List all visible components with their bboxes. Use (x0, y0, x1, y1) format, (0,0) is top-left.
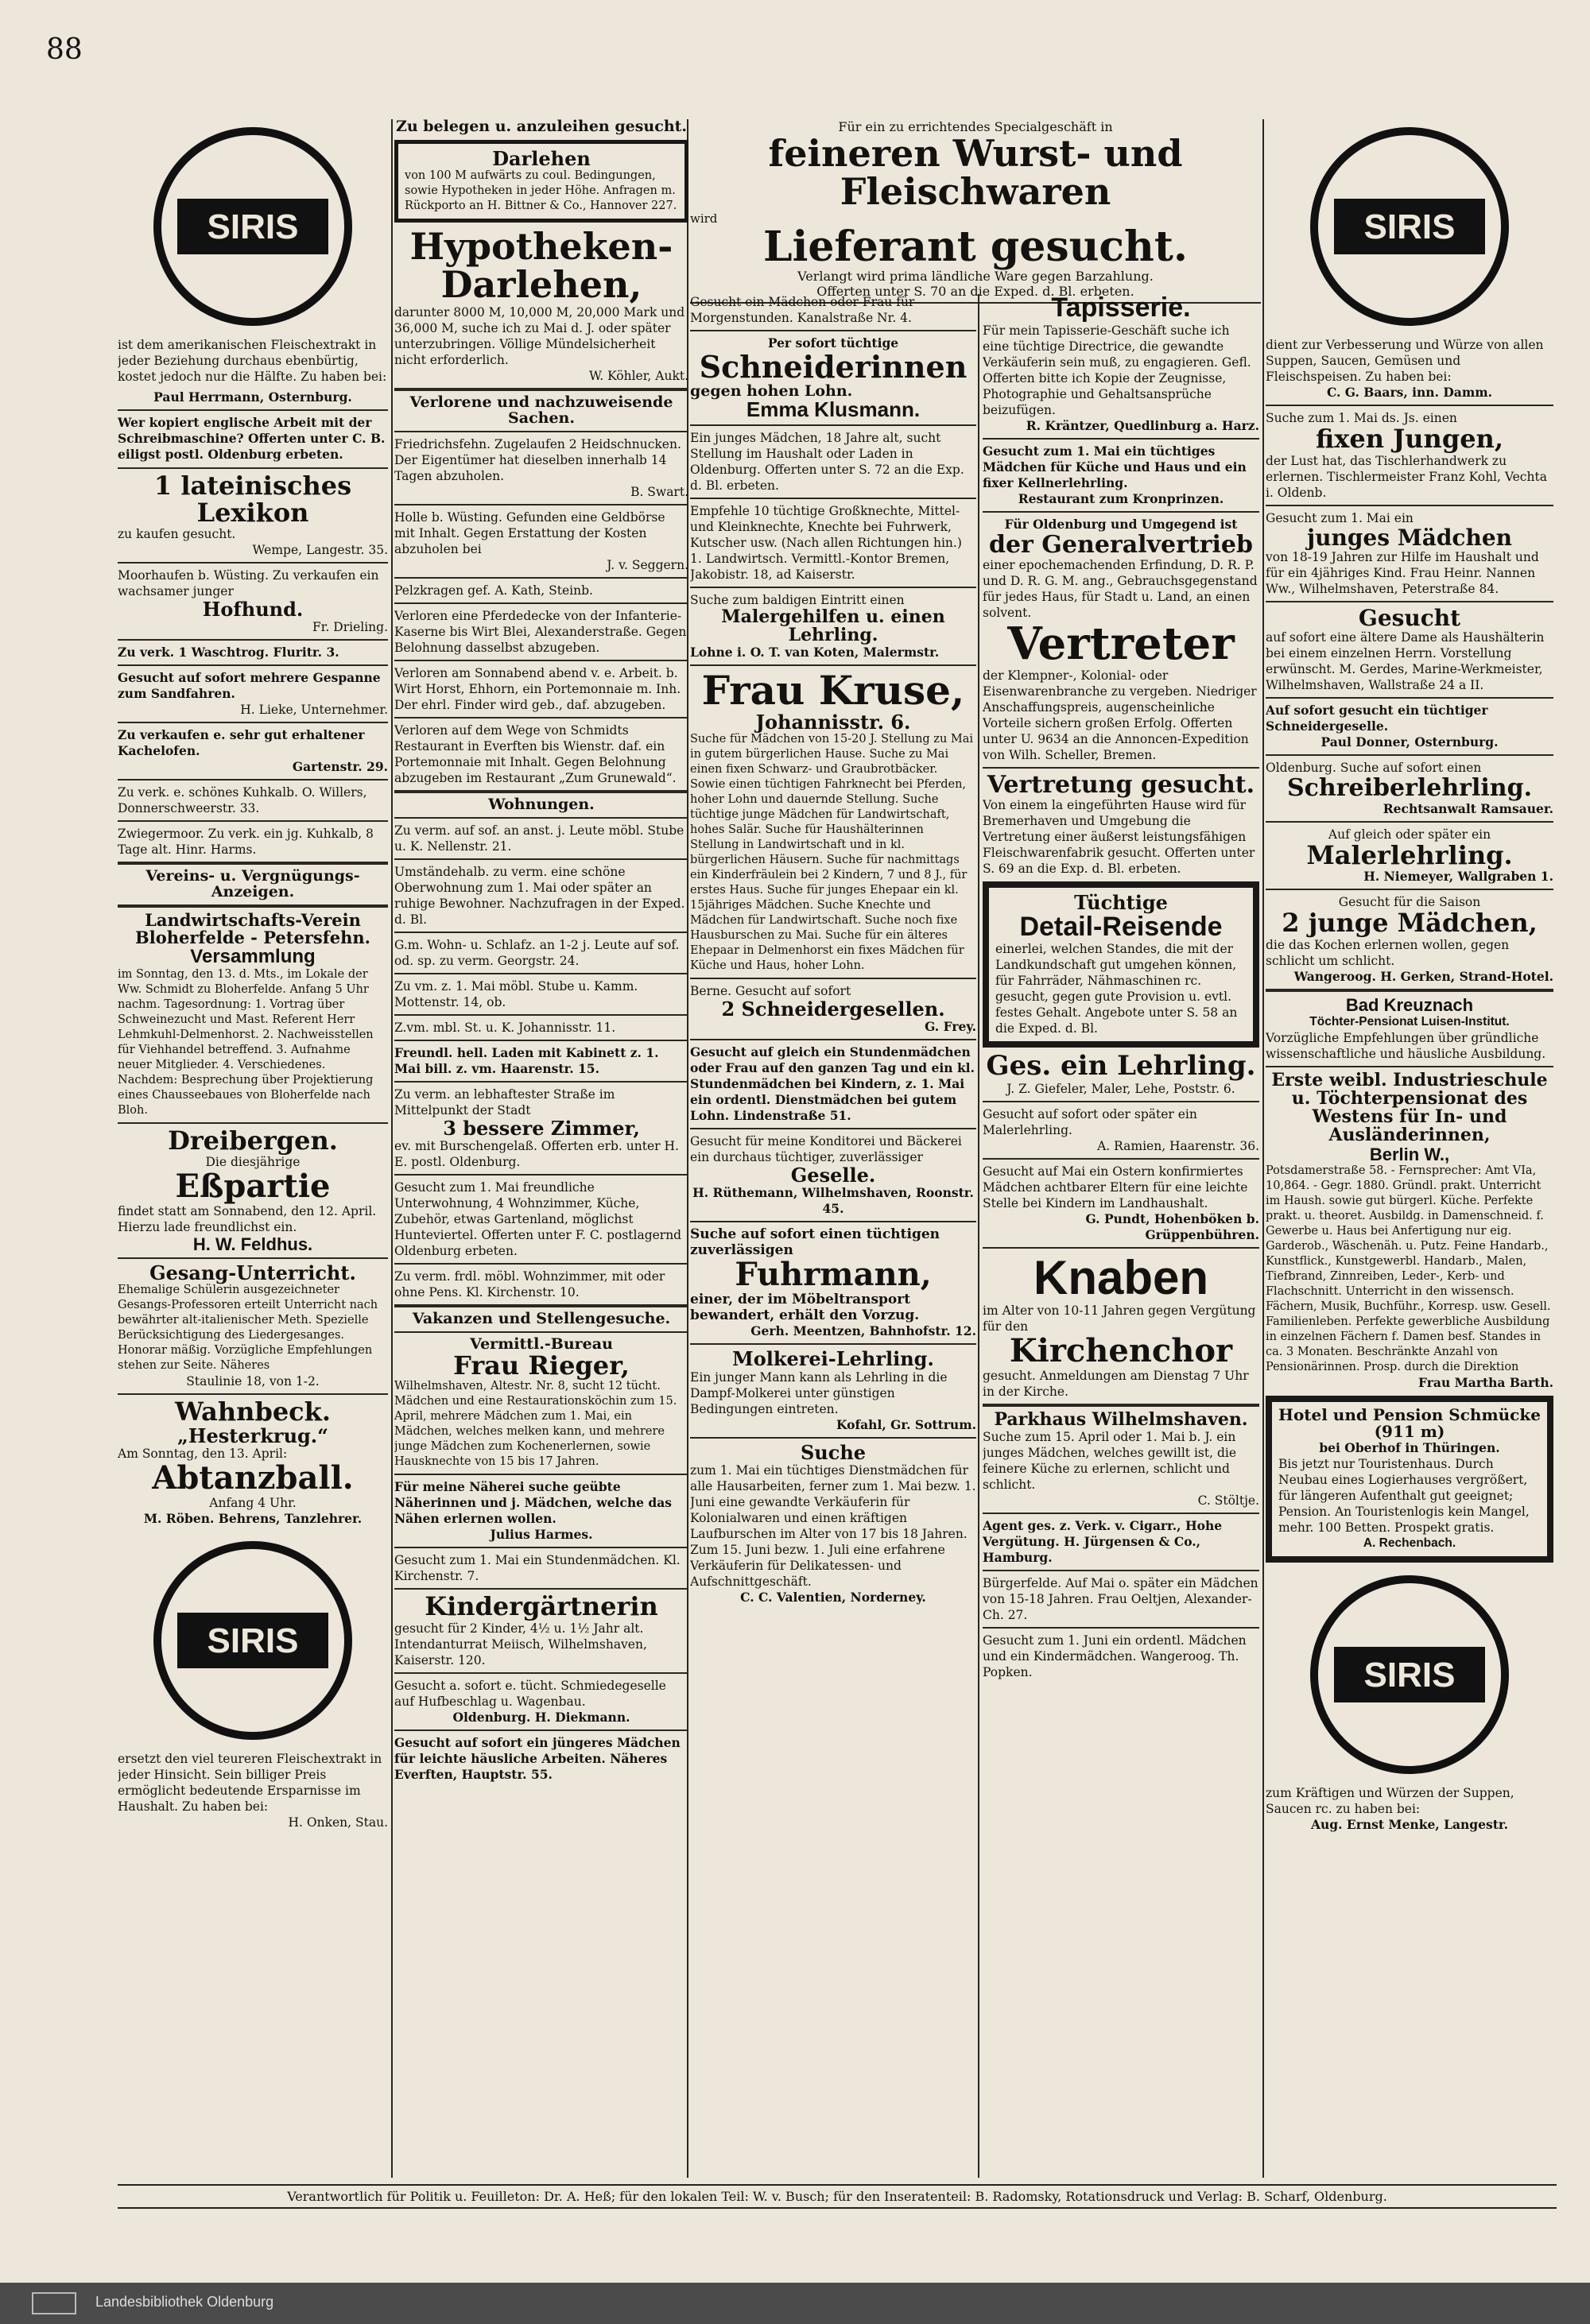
ad-text: gesucht für 2 Kinder, 4½ u. 1½ Jahr alt. Intendanturrat Meiisch, Wilhelmshaven, Kaiserstr. 120. (394, 1621, 647, 1667)
column-rule (1262, 119, 1264, 2178)
ad-text: Die diesjährige (205, 1155, 301, 1170)
ad-signature: J. Z. Giefeler, Maler, Lehe, Poststr. 6. (1006, 1082, 1235, 1097)
ad-headline: Erste weibl. Industrieschule u. Töchterpensionat des Westens für In- und Ausländerinnen, (1271, 1070, 1548, 1146)
ad-text: Z.vm. mbl. St. u. K. Johannisstr. 11. (394, 1020, 616, 1035)
ad-headline: 1 lateinisches Lexikon (153, 471, 352, 528)
ad-headline: junges Mädchen (1306, 524, 1513, 551)
ad-text: der Klempner-, Kolonial- oder Eisenwarenbranche zu vergeben. Niedriger Anschaffungspreis, augenscheinliche Vorteile sichern großen Erfolg. Offerten unter U. 9634 an die Annoncen-Expedition von Wilh. Scheller, Bremen. (983, 668, 1257, 762)
ad-headline: Vertretung gesucht. (987, 770, 1255, 799)
ad-text: findet statt am Sonnabend, den 12. April. Hierzu lade freundlichst ein. (118, 1204, 377, 1235)
ad-text: Gesucht für die Saison (1338, 895, 1481, 910)
ad-signature: C. G. Baars, inn. Damm. (1326, 385, 1493, 400)
siris-logo (145, 119, 360, 334)
ad-line: Für ein zu errichtendes Specialgeschäft in (838, 119, 1113, 134)
ad-text: auf sofort eine ältere Dame als Haushälterin bei einem einzelnen Herrn. Vorstellung erwünscht. M. Gerdes, Marine-Werkmeister, Wilhelmshaven, Wallstraße 24 a II. (1266, 630, 1545, 693)
svg-text:SIRIS: SIRIS (207, 207, 299, 246)
section-heading: Verlorene und nachzuweisende Sachen. (409, 393, 673, 427)
ad-signature: G. Frey. (925, 1019, 976, 1035)
ad-text: Auf gleich oder später ein (1328, 827, 1491, 842)
ad-headline: Kindergärtnerin (425, 1591, 658, 1622)
column-3 (690, 294, 976, 2174)
ad-text: Zu verm. an lebhaftester Straße im Mittelpunkt der Stadt (394, 1086, 615, 1117)
ad-headline: Kirchenchor (1009, 1332, 1233, 1370)
column-2 (394, 119, 688, 2174)
ad-headline: Tapisserie. (1051, 294, 1191, 323)
siris-logo (1302, 119, 1517, 334)
ad-headline: Landwirtschafts-Verein Bloherfelde - Petersfehn. (135, 910, 370, 948)
ad-headline: Wahnbeck. (175, 1396, 331, 1427)
svg-text:SIRIS: SIRIS (1363, 1655, 1456, 1695)
ad-headline: Vertreter (1007, 618, 1235, 671)
ad-text: Zu verm. frdl. möbl. Wohnzimmer, mit oder ohne Pens. Kl. Kirchenstr. 10. (394, 1269, 665, 1300)
ad-headline: Molkerei-Lehrling. (732, 1347, 934, 1371)
ad-signature: Oldenburg. H. Diekmann. (452, 1709, 630, 1725)
ad-text: Gesucht a. sofort e. tücht. Schmiedegeselle auf Hufbeschlag u. Wagenbau. (394, 1678, 666, 1709)
ad-signature: M. Röben. Behrens, Tanzlehrer. (143, 1511, 363, 1527)
ad-signature: H. W. Feldhus. (192, 1234, 313, 1255)
ad-signature: Fr. Drieling. (312, 620, 388, 635)
ad-headline: Suche (800, 1440, 867, 1464)
ad-headline: der Generalvertrieb (988, 530, 1253, 559)
ad-signature: G. Pundt, Hohenböken b. Grüppenbühren. (1085, 1211, 1259, 1243)
ad-text: Von einem la eingeführten Hause wird für Bremerhaven und Umgebung die Vertretung einer äußerst leistungsfähigen Fleischwarenfabrik gesucht. Offerten unter S. 69 an die Exp. d. Bl. erbeten. (983, 798, 1255, 877)
ad-signature: Paul Herrmann, Osternburg. (153, 389, 352, 405)
ad-headline: Malergehilfen u. einen Lehrling. (721, 606, 945, 646)
ad-text: zu kaufen gesucht. (118, 527, 236, 542)
column-rule (978, 294, 979, 2178)
ad-headline: Berlin W., (1369, 1144, 1450, 1164)
ad-text: ersetzt den viel teureren Fleischextrakt in jeder Hinsicht. Sein billiger Preis ermöglicht bedeutende Ersparnisse im Haushalt. Zu haben bei: (118, 1752, 382, 1815)
ad-headline: Detail-Reisende (1019, 911, 1223, 942)
ad-text: Bis jetzt nur Touristenhaus. Durch Neubau eines Logierhauses vergrößert, für längeren Aufenthalt gut geeignet; Pension. An Touristenlogis kein Mangel, mehr. 100 Betten. Prospekt gratis. (1278, 1456, 1530, 1535)
ad-headline: Dreibergen. (168, 1125, 338, 1156)
ad-text: Suche zum 15. April oder 1. Mai b. J. ein junges Mädchen, welches gewillt ist, die feinere Küche zu erlernen, schlicht und schlicht. (983, 1430, 1237, 1493)
ad-text: Suche zum baldigen Eintritt einen (690, 593, 905, 608)
column-4 (983, 294, 1259, 2174)
ad-headline: Parkhaus Wilhelmshaven. (994, 1409, 1248, 1431)
ad-text: Für mein Tapisserie-Geschäft suche ich eine tüchtige Directrice, die gewandte Verkäuferin sein muß, zu engagieren. Gefl. Offerten bitte ich Kopie der Zeugnisse, Photographie und Gehaltsansprüche beizufügen. (983, 323, 1251, 417)
ad-headline: 2 junge Mädchen, (1282, 908, 1538, 939)
ad-line: Offerten unter S. 70 an die Exped. d. Bl. erbeten. (816, 284, 1134, 300)
section-heading: Wohnungen. (488, 795, 595, 813)
ad-headline: fixen Jungen, (1316, 424, 1503, 454)
ad-text: Gesucht auf sofort oder später ein Malerlehrling. (983, 1107, 1197, 1138)
ad-signature: Julius Harmes. (490, 1527, 593, 1543)
ad-text: Ehemalige Schülerin ausgezeichneter Gesangs-Professoren erteilt Unterricht nach bewährter alt-italienischer Meth. Spezielle Berücksichtigung des Liedergesanges. Honorar mäßig. Vorzügliche Empfehlungen stehen zur Seite. Näheres (118, 1284, 378, 1373)
ad-signature: H. Lieke, Unternehmer. (240, 703, 388, 718)
ad-text: von 100 M aufwärts zu coul. Bedingungen, sowie Hypotheken in jeder Höhe. Anfragen m. Rückporto an H. Bittner & Co., Hannover 227. (405, 169, 677, 213)
ad-headline: Darlehen (492, 146, 591, 170)
ad-signature: Aug. Ernst Menke, Langestr. (1310, 1816, 1509, 1832)
ad-signature: H. Rüthemann, Wilhelmshaven, Roonstr. 45. (692, 1185, 974, 1217)
ad-text: Pelzkragen gef. A. Kath, Steinb. (394, 583, 593, 598)
ad-headline: Malerlehrling. (1306, 839, 1513, 870)
ad-headline: Hypotheken-Darlehen, (409, 225, 673, 307)
ad-text: G.m. Wohn- u. Schlafz. an 1-2 j. Leute auf sof. od. sp. zu verm. Georgstr. 24. (394, 937, 680, 968)
siris-logo (145, 1533, 360, 1748)
ad-text: Berne. Gesucht auf sofort (690, 984, 851, 999)
ad-signature: J. v. Seggern. (607, 557, 688, 572)
ad-text: die das Kochen erlernen wollen, gegen schlicht um schlicht. (1266, 938, 1510, 969)
ad-headline: Lieferant gesucht. (763, 222, 1188, 271)
ad-text: im Alter von 10-11 Jahren gegen Vergütung für den (983, 1303, 1256, 1334)
imprint-footer: Verantwortlich für Politik u. Feuilleton: Dr. A. Heß; für den lokalen Teil: W. v. Busch; für den Inseratenteil: B. Radomsky, Rotationsdruck und Verlag: B. Scharf, Oldenburg. (118, 2184, 1557, 2209)
ad-headline: Geselle. (790, 1164, 876, 1187)
ad-signature: Gartenstr. 29. (292, 759, 388, 775)
ad-text: einer, der im Möbeltransport bewandert, erhält den Vorzug. (690, 1292, 920, 1324)
ad-text: Suche zum 1. Mai ds. Js. einen (1266, 411, 1457, 425)
library-name: Landesbibliothek Oldenburg (95, 2294, 274, 2310)
ad-headline: Schreiberlehrling. (1286, 774, 1533, 803)
ad-text: Zu verk. e. schönes Kuhkalb. O. Willers, Donnerschweerstr. 33. (118, 785, 367, 816)
ad-text: Zu verm. auf sof. an anst. j. Leute möbl. Stube u. K. Nellenstr. 21. (394, 823, 684, 854)
ad-text: Gesucht ein Mädchen oder Frau für Morgenstunden. Kanalstraße Nr. 4. (690, 295, 915, 325)
ad-text: Zu verk. 1 Waschtrog. Fluritr. 3. (118, 645, 339, 660)
ad-text: Wer kopiert englische Arbeit mit der Schreibmaschine? Offerten unter C. B. eiligst postl. Oldenburg erbeten. (118, 415, 386, 462)
ad-wurstwaren (690, 119, 1261, 308)
ad-signature: W. Köhler, Aukt. (589, 368, 688, 383)
ad-text: Gesucht auf gleich ein Stundenmädchen oder Frau auf den ganzen Tag und ein kl. Stundenmädchen bei Kindern, z. 1. Mai ein ordentl. Dienstmädchen bei gutem Lohn. Lindenstraße 51. (690, 1044, 975, 1124)
ad-headline: Frau Kruse, (701, 667, 965, 715)
ad-text: Empfehle 10 tüchtige Großknechte, Mittel- und Kleinknechte, Knechte bei Fuhrwerk, Kutscher usw. (Nach allen Richtungen hin.) 1. Landwirtsch. Vermittl.-Kontor Bremen, Jakobistr. 18, ad Kaiserstr. (690, 504, 962, 583)
ad-text: Vorzügliche Empfehlungen über gründliche wissenschaftliche und häusliche Ausbildung. (1266, 1031, 1546, 1062)
ad-text: Verloren eine Pferdedecke von der Infanterie-Kaserne bis Wirt Blei, Alexanderstraße. Gegen Belohnung dasselbst abzugeben. (394, 608, 687, 655)
ad-headline: Hofhund. (202, 598, 304, 622)
ad-text: im Sonntag, den 13. d. Mts., im Lokale der Ww. Schmidt zu Bloherfelde. Anfang 5 Uhr nachm. Tagesordnung: 1. Vortrag über Schweinezucht und Mast. Referent Herr Lehmkuhl-Delmenhorst. 2. Nachweisstellen für Viehhandel betreffend. 3. Aufnahme neuer Mitglieder. 4. Verschiedenes. Nachdem: Besprechung über Projektierung eines Chausseebaues von Bloherfelde nach Bloh. (118, 967, 374, 1117)
ad-text: Oldenburg. Suche auf sofort einen (1266, 761, 1482, 776)
ad-headline: Fuhrmann, (735, 1256, 932, 1294)
ad-darlehen-box (394, 140, 688, 223)
ad-text: dient zur Verbesserung und Würze von allen Suppen, Saucen, Gemüsen und Fleischspeisen. Zu haben bei: (1266, 338, 1544, 384)
section-heading: Vakanzen und Stellengesuche. (412, 1309, 671, 1327)
ad-signature: H. Onken, Stau. (288, 1815, 388, 1830)
ad-signature: A. Rechenbach. (1363, 1536, 1456, 1550)
ad-text: Moorhaufen b. Wüsting. Zu verkaufen ein wachsamer junger (118, 568, 379, 599)
ad-signature: B. Swart. (630, 484, 688, 499)
ad-signature: H. Niemeyer, Wallgraben 1. (1363, 869, 1553, 885)
ad-signature: Kofahl, Gr. Sottrum. (836, 1416, 976, 1432)
ad-text: Suche auf sofort einen tüchtigen zuverlässigen (690, 1226, 940, 1259)
ad-text: Für meine Näherei suche geübte Näherinnen und j. Mädchen, welche das Nähen erlernen wollen. (394, 1479, 672, 1527)
ad-text: Gesucht auf sofort mehrere Gespanne zum Sandfahren. (118, 670, 381, 702)
ad-text: Gesucht zum 1. Juni ein ordentl. Mädchen und ein Kindermädchen. Wangeroog. Th. Popken. (983, 1633, 1247, 1680)
ad-text: ev. mit Burschengelaß. Offerten erb. unter H. E. postl. Oldenburg. (394, 1138, 679, 1169)
ad-text: Verloren am Sonnabend abend v. e. Arbeit. b. Wirt Horst, Ehhorn, ein Portemonnaie m. Inh. Der ehrl. Finder wird geb., daf. abzugeben. (394, 665, 681, 712)
ad-line: Verlangt wird prima ländliche Ware gegen Barzahlung. (797, 269, 1154, 285)
ad-text: Wilhelmshaven, Altestr. Nr. 8, sucht 12 tücht. Mädchen und eine Restaurationsköchin zum 15. April, mehrere Mädchen zum 1. Mai, ein Mädchen, welches melken kann, und mehrere junge Mädchen zum Kochenerlernen, sowie Hausknechte von 15 bis 17 Jahren. (394, 1380, 677, 1469)
ad-signature: Restaurant zum Kronprinzen. (1018, 490, 1224, 506)
ad-signature: Staulinie 18, von 1-2. (186, 1374, 320, 1389)
ad-text: Zu verkaufen e. sehr gut erhaltener Kachelofen. (118, 727, 365, 759)
ad-headline: Knaben (1033, 1251, 1209, 1305)
ad-reisende-box (983, 881, 1259, 1048)
ad-text: Ein junger Mann kann als Lehrling in die Dampf-Molkerei unter günstigen Bedingungen eintreten. (690, 1369, 948, 1416)
ad-text: Zu vm. z. 1. Mai möbl. Stube u. Kamm. Mottenstr. 14, ob. (394, 978, 638, 1009)
ad-text: Ein junges Mädchen, 18 Jahre alt, sucht Stellung im Haushalt oder Laden in Oldenburg. Offerten unter S. 72 an die Exp. d. Bl. erbeten. (690, 431, 964, 494)
ad-signature: Lohne i. O. T. van Koten, Malermstr. (690, 645, 940, 660)
ad-text: Anfang 4 Uhr. (209, 1496, 297, 1511)
ad-headline: Tüchtige (1074, 891, 1168, 915)
ad-signature: Frau Martha Barth. (1418, 1374, 1553, 1390)
ad-signature: Emma Klusmann. (746, 397, 921, 421)
ad-signature: R. Kräntzer, Quedlinburg a. Harz. (1026, 417, 1259, 433)
ad-headline: Gesucht (1358, 604, 1461, 631)
svg-text:SIRIS: SIRIS (207, 1621, 299, 1661)
ad-text: gesucht. Anmeldungen am Dienstag 7 Uhr in der Kirche. (983, 1369, 1249, 1400)
ad-text: von 18-19 Jahren zur Hilfe im Haushalt und für ein 4jähriges Kind. Frau Heinr. Nannen Ww., Wilhelmshaven, Peterstraße 84. (1266, 549, 1539, 596)
ad-text: Gesucht zum 1. Mai ein tüchtiges Mädchen für Küche und Haus und ein fixer Kellnerlehrling. (983, 443, 1247, 490)
ad-line: wird (690, 211, 718, 226)
ad-headline: Schneiderinnen (699, 349, 968, 385)
ad-headline: feineren Wurst- und Fleischwaren (768, 132, 1183, 214)
section-heading: Zu belegen u. anzuleihen gesucht. (395, 119, 688, 135)
ad-text: Gesucht für meine Konditorei und Bäckerei ein durchaus tüchtiger, zuverlässiger (690, 1134, 962, 1165)
ad-headline: Gesang-Unterricht. (149, 1261, 356, 1285)
ad-text: darunter 8000 M, 10,000 M, 20,000 Mark und 36,000 M, suche ich zu Mai d. J. oder später unterzubringen. Völlige Mündelsicherheit nicht erforderlich. (394, 304, 685, 367)
ad-text: Gesucht auf sofort ein jüngeres Mädchen für leichte häusliche Arbeiten. Näheres Everften, Hauptstr. 55. (394, 1734, 681, 1782)
section-heading: Vereins- u. Vergnügungs-Anzeigen. (145, 867, 360, 901)
ad-signature: Gerh. Meentzen, Bahnhofstr. 12. (750, 1323, 976, 1339)
ad-headline: Abtanzball. (152, 1459, 354, 1497)
ad-text: Gesucht zum 1. Mai ein (1266, 510, 1414, 525)
ad-text: Gesucht zum 1. Mai freundliche Unterwohnung, 4 Wohnzimmer, Küche, Zubehör, etwas Gartenland, möglichst Hunteviertel. Offerten unter F. C. postlagernd Oldenburg erbeten. (394, 1179, 682, 1258)
ad-text: der Lust hat, das Tischlerhandwerk zu erlernen. Tischlermeister Franz Kohl, Vechta i. Oldenb. (1266, 453, 1547, 500)
ad-signature: Rechtsanwalt Ramsauer. (1383, 800, 1553, 816)
ad-text: Zwiegermoor. Zu verk. ein jg. Kuhkalb, 8 Tage alt. Hinr. Harms. (118, 827, 374, 858)
ad-headline: 2 Schneidergesellen. (721, 997, 945, 1021)
ad-signature: C. Stöltje. (1197, 1493, 1259, 1509)
ad-headline: Versammlung (190, 946, 316, 968)
ad-signature: C. C. Valentien, Norderney. (740, 1589, 926, 1605)
ad-text: Agent ges. z. Verk. v. Cigarr., Hohe Vergütung. H. Jürgensen & Co., Hamburg. (983, 1518, 1223, 1566)
ad-schmuecke-box (1266, 1396, 1553, 1563)
library-band (0, 2283, 1590, 2324)
ad-text: Friedrichsfehn. Zugelaufen 2 Heidschnucken. Der Eigentümer hat dieselben innerhalb 14 Tagen abzuholen. (394, 436, 681, 483)
page-number: 88 (46, 33, 83, 66)
ad-signature: Wangeroog. H. Gerken, Strand-Hotel. (1293, 969, 1553, 985)
ad-text: Töchter-Pensionat Luisen-Institut. (1309, 1015, 1510, 1029)
ad-headline: 3 bessere Zimmer, (443, 1116, 640, 1140)
library-building-icon (32, 2292, 76, 2314)
ad-text: einer epochemachenden Erfindung, D. R. P. und D. R. G. M. ang., Gebrauchsgegenstand für jedes Haus, für Stadt u. Land, an einen solvent. (983, 558, 1258, 621)
ad-text: gegen hohen Lohn. (690, 382, 853, 400)
ad-text: Am Sonntag, den 13. April: (118, 1447, 288, 1462)
ad-text: Gesucht auf Mai ein Ostern konfirmiertes Mädchen achtbarer Eltern für eine leichte Stelle bei Kindern im Landhaushalt. (983, 1164, 1248, 1211)
ad-headline: Bad Kreuznach (1345, 995, 1474, 1016)
ad-text: ist dem amerikanischen Fleischextrakt in jeder Beziehung durchaus ebenbürtig, kostet jedoch nur die Hälfte. Zu haben bei: (118, 338, 387, 384)
ad-headline: Frau Rieger, (453, 1350, 630, 1381)
ad-text: Für Oldenburg und Umgegend ist (1004, 516, 1238, 532)
ad-signature: Paul Donner, Osternburg. (1320, 734, 1499, 750)
ad-text: Verloren auf dem Wege von Schmidts Restaurant in Everften bis Wienstr. daf. ein Portemonnaie mit Inhalt. Gegen Belohnung abzugeben im Restaurant „Zum Grunewald“. (394, 722, 677, 785)
column-1 (118, 119, 388, 2174)
ad-signature: Wempe, Langestr. 35. (252, 543, 388, 558)
ad-headline: „Hesterkrug.“ (177, 1424, 328, 1447)
ad-text: Suche für Mädchen von 15-20 J. Stellung zu Mai in gutem bürgerlichen Hause. Suche zu Mai einen fixen Schwarz- und Graubrotbäcker. Sowie einen tüchtigen Fahrknecht bei Pferden, hoher Lohn und dauernde Stellung. Suche tüchtige junge Mädchen für Landwirtschaft, hohes Salär. Suche für Haushälterinnen Stellung in Landwirtschaft und in kl. bürgerlichen Häusern. Suche für nachmittags ein Kinderfräulein bei 2 Kindern, 7 und 8 J., für erstes Haus. Suche für junges Ehepaar ein kl. 15jähriges Mädchen. Suche Knechte und Mädchen für Landwirtschaft. Suche noch fixe Hausburschen zu Mai. Suche für ein älteres Ehepaar in Delmenhorst ein fixes Mädchen für Küche und Haus, hoher Lohn. (690, 733, 974, 973)
ad-text: Per sofort tüchtige (767, 335, 899, 351)
ad-headline: Vermittl.-Bureau (470, 1334, 613, 1353)
ad-text: Gesucht zum 1. Mai ein Stundenmädchen. Kl. Kirchenstr. 7. (394, 1553, 681, 1584)
ad-text: Potsdamerstraße 58. - Fernsprecher: Amt VIa, 10,864. - Gegr. 1880. Gründl. prakt. Unterricht im Haush. sowie gut bürgerl. Küche. Perfekte prakt. u. theoret. Ausbildg. in Damenschneid. f. Gewerbe u. Haus bei Anfertigung nur eig. Garderob., Wäschenäh. u. Putz. Feine Handarb., Kunstflick., Kunstgewerbl. Handarb., Malen, Tiefbrand, Zinnreiben, Leder-, Kerb- und Flachschnitt. Unterricht in den wissensch. Fächern, Musik, Buchführ., Korresp. usw. Gesell. Familienleben. Perfekte gewerbliche Ausbildung in einzelnen Fächern f. Damen besf. Standes in ca. 3 Monaten. Beschränkte Anzahl von Pensionärinnen. Prosp. durch die Direktion (1266, 1164, 1551, 1373)
ad-text: Bürgerfelde. Auf Mai o. später ein Mädchen von 15-18 Jahren. Frau Oeltjen, Alexander-Ch. 27. (983, 1576, 1258, 1623)
column-rule (391, 119, 393, 2178)
ad-headline: Hotel und Pension Schmücke (911 m) (1278, 1404, 1541, 1441)
ad-headline: Johannisstr. 6. (755, 710, 911, 734)
ad-text: Umständehalb. zu verm. eine schöne Oberwohnung zum 1. Mai oder später an ruhige Bewohner. Nachzufragen in der Exped. d. Bl. (394, 864, 685, 927)
ad-text: einerlei, welchen Standes, die mit der Landkundschaft gut umgehen können, für Fahrräder, Nähmaschinen rc. gesucht, gegen gute Provision u. evtl. festes Gehalt. Angebote unter S. 58 an die Exped. d. Bl. (995, 942, 1238, 1036)
ad-text: zum 1. Mai ein tüchtiges Dienstmädchen für alle Hausarbeiten, ferner zum 1. Mai bezw. 1. Juni eine gewandte Verkäuferin für Kolonialwaren und einen kräftigen Laufburschen im Alter von 17 bis 18 Jahren. Zum 15. Juni bezw. 1. Juli eine erfahrene Verkäuferin für Delikatessen- und Aufschnittgeschäft. (690, 1462, 976, 1589)
ad-text: Holle b. Wüsting. Gefunden eine Geldbörse mit Inhalt. Gegen Erstattung der Kosten abzuholen bei (394, 509, 665, 556)
ad-text: bei Oberhof in Thüringen. (1319, 1439, 1500, 1455)
ad-headline: Ges. ein Lehrling. (986, 1050, 1256, 1083)
svg-text:SIRIS: SIRIS (1363, 207, 1456, 246)
ad-text: Auf sofort gesucht ein tüchtiger Schneidergeselle. (1266, 703, 1488, 734)
ad-text: Freundl. hell. Laden mit Kabinett z. 1. Mai bill. z. vm. Haarenstr. 15. (394, 1044, 659, 1076)
ad-signature: A. Ramien, Haarenstr. 36. (1097, 1139, 1259, 1154)
ad-headline: Eßpartie (175, 1168, 331, 1206)
column-5 (1266, 119, 1553, 2174)
ad-text: zum Kräftigen und Würzen der Suppen, Saucen rc. zu haben bei: (1266, 1785, 1514, 1816)
siris-logo (1302, 1567, 1517, 1782)
